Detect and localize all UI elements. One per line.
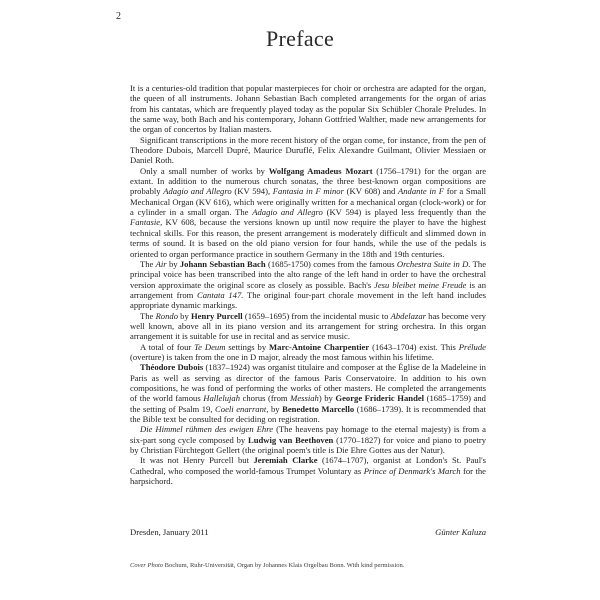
preface-body xyxy=(130,83,486,486)
text-run: (overture) is taken from the one in D major, already the most famous within his lifetime. xyxy=(130,351,434,362)
text-run: ) by xyxy=(318,393,336,404)
text-run: by xyxy=(268,403,283,414)
text-run: for the harpsichord. xyxy=(130,465,486,487)
composer-name: Jeremiah Clarke xyxy=(253,455,318,466)
text-run: KV 608, because the versions known up until now require the player to have the highest technical skills. For this reason, the present arrangement is moderately difficult and slimmed down in terms of sound. It is based on the old piano version for four hands, while the use of the pedals is oriented to organ performance practice in southern Germany in the 18th and 19th centuries. xyxy=(130,217,486,259)
paragraph-2: Significant transcriptions in the more recent history of the organ come, for instance, from the pen of Theodore Dubois, Marcell Dupré, Maurice Duruflé, Felix Alexandre Guilmant, Olivier Messiaen or Daniel Roth. xyxy=(130,134,486,166)
page-number: 2 xyxy=(116,11,121,22)
work-title: Adagio and Allegro xyxy=(163,186,232,197)
paragraph-7 xyxy=(130,362,486,424)
work-title: Jesu bleibet meine Freude xyxy=(374,279,467,290)
work-title: Hallelujah xyxy=(203,393,241,404)
work-title: Fantasia in F minor xyxy=(272,186,344,197)
composer-name: Benedetto Marcello xyxy=(282,403,355,414)
text-run: (1685-1750) comes from the famous xyxy=(265,258,397,269)
text-run: is an arrangement from xyxy=(130,279,486,300)
text-run: (1643–1704) exist. This xyxy=(369,341,459,352)
text-run: (1756–1791) for the organ are extant. In addition to the numerous church sonatas, the three best-known organ compositions are probably xyxy=(130,165,487,197)
work-title: Messiah xyxy=(290,393,319,404)
composer-name: Ludwig van Beethoven xyxy=(248,434,334,445)
paragraph-5 xyxy=(130,311,486,342)
text-run: (1659–1695) from the incidental music to xyxy=(242,310,391,321)
text-run: (1837–1924) was organist titulaire and composer at the Église de la Madeleine in Paris as well as serving as director of the famous Paris Conservatoire. In addition to his own compositions, he was fond of performing the works of other masters. He completed the arrangements of the world famous xyxy=(130,362,486,404)
text-run: (The heavens pay homage to the eternal majesty) is from a six-part song cycle composed by xyxy=(130,424,486,445)
text-run: It was not Henry Purcell but xyxy=(140,455,254,466)
text-run: The original four-part chorale movement in the left hand includes appropriate dynamic markings. xyxy=(130,289,487,311)
composer-name: Théodore Dubois xyxy=(140,362,204,373)
paragraph-1: It is a centuries-old tradition that popular masterpieces for choir or orchestra are adapted for the organ, the queen of all instruments. Johann Sebastian Bach completed arrangements for the organ of arias from his cantatas, which are frequently played today as the popular Six Schübler Chorale Preludes. In the same way, both Bach and his contemporary, Johann Gottfried Walther, made new arrangements for the organ of concertos by Italian masters. xyxy=(130,83,486,135)
text-run: has become very well known, above all in its piano version and its arrangement for string orchestra. In this organ arrangement it is suitable for use in recital and as service music. xyxy=(130,310,486,342)
work-title: Cantata 147. xyxy=(197,289,244,300)
text-run: The xyxy=(140,310,156,321)
text-run: The xyxy=(140,258,156,269)
text-run: (1674–1707), organist at London's St. Paul's Cathedral, who composed the world-famous Trumpet Voluntary as xyxy=(130,455,487,476)
text-run: A total of four xyxy=(140,341,195,352)
place-date: Dresden, January 2011 xyxy=(130,527,209,537)
text-run: settings by xyxy=(225,341,270,352)
credits-text: Bochum, Ruhr-Universität, Organ by Johannes Klais Orgelbau Bonn. With kind permission. xyxy=(163,562,405,569)
text-run: (1770–1827) for voice and piano to poetry by Christian Fürchtegott Gellert (the original poem's title is Die Ehre Gottes aus der Natur). xyxy=(130,434,487,456)
work-title: Orchestra Suite in D. xyxy=(396,258,471,269)
composer-name: Johann Sebastian Bach xyxy=(179,258,266,269)
work-title: Abdelazar xyxy=(390,310,426,321)
work-title: Die Himmel rühmen des ewigen Ehre xyxy=(140,424,274,435)
text-run: for a Small Mechanical Organ (KV 616), which were originally written for a mechanical organ (clock-work) or for a cylinder in a small organ. The xyxy=(130,186,486,218)
text-run: (1686–1739). It is recommended that the Bible text be consulted for deciding on registration. xyxy=(130,403,487,424)
text-run: by xyxy=(166,258,180,269)
composer-name: Henry Purcell xyxy=(190,310,243,321)
author-name: Günter Kaluza xyxy=(435,527,486,537)
composer-name: George Frideric Handel xyxy=(335,393,425,404)
work-title: Adagio and Allegro xyxy=(252,207,323,218)
credits-label: Cover Photo xyxy=(130,562,164,569)
work-title: Prince of Denmark's March xyxy=(363,465,461,476)
text-run: chorus (from xyxy=(240,393,291,404)
work-title: Prélude xyxy=(458,341,486,352)
text-run: (KV 594), xyxy=(231,186,273,197)
page-title: Preface xyxy=(265,26,335,51)
paragraph-4 xyxy=(130,259,486,311)
work-title: Andante in F xyxy=(398,186,444,197)
work-title: Air xyxy=(155,258,167,269)
text-run: The principal voice has been transcribed into the alto range of the left hand in order to have the orchestral version approximate the original score as closely as possible. Bach's xyxy=(130,258,487,290)
text-run: by xyxy=(178,310,191,321)
paragraph-8 xyxy=(130,424,486,455)
paragraph-3 xyxy=(130,166,486,259)
text-run: Only a small number of works by xyxy=(140,165,269,176)
paragraph-6 xyxy=(130,342,486,363)
work-title: Fantasie, xyxy=(130,217,163,228)
composer-name: Marc-Antoine Charpentier xyxy=(269,341,370,352)
text-run: (1685–1759) and the setting of Psalm 19, xyxy=(130,393,486,414)
text-run: (KV 608) and xyxy=(343,186,399,197)
photo-credits xyxy=(130,562,490,569)
work-title: Te Deum xyxy=(194,341,226,352)
work-title: Coeli enarrant, xyxy=(215,403,269,414)
composer-name: Wolfgang Amadeus Mozart xyxy=(268,165,373,176)
text-run: (KV 594) is played less frequently than the xyxy=(322,207,486,218)
work-title: Rondo xyxy=(155,310,178,321)
paragraph-9 xyxy=(130,455,486,486)
